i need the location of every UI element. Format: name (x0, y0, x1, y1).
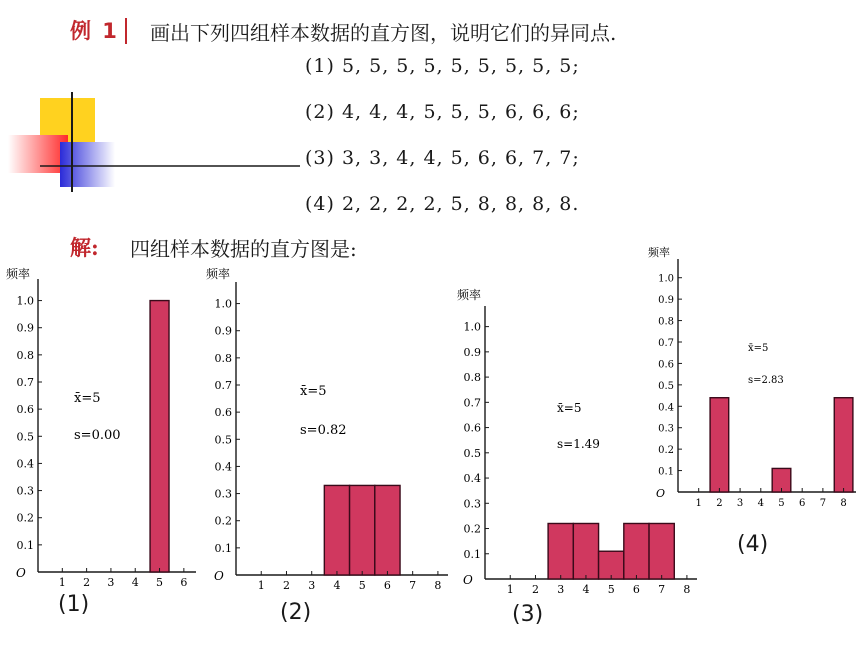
y-tick-label: 0.4 (658, 402, 674, 414)
deco-red-gradient (8, 135, 68, 173)
histogram-bar (649, 523, 674, 579)
x-tick-label: 6 (383, 579, 391, 592)
y-tick-label: 0.1 (214, 541, 232, 555)
histogram-bar (573, 523, 598, 579)
origin-label: O (16, 566, 26, 580)
y-tick-label: 0.5 (214, 433, 232, 447)
x-tick-label: 7 (409, 579, 417, 592)
y-tick-label: 0.1 (463, 547, 481, 561)
histogram-bar (375, 485, 400, 575)
y-tick-label: 0.7 (463, 396, 481, 410)
y-tick-label: 0.9 (658, 295, 674, 307)
x-tick-label: 5 (607, 583, 615, 596)
y-tick-label: 0.2 (214, 514, 232, 528)
y-tick-label: 0.8 (463, 371, 481, 385)
x-tick-label: 5 (358, 579, 366, 592)
y-tick-label: 0.9 (16, 321, 34, 335)
histogram-bar (710, 398, 729, 492)
x-tick-label: 7 (658, 583, 666, 596)
y-tick-label: 0.3 (214, 487, 232, 501)
x-tick-label: 2 (282, 579, 290, 592)
y-tick-label: 0.5 (463, 446, 481, 460)
y-tick-label: 1.0 (16, 294, 34, 308)
x-tick-label: 3 (107, 576, 115, 589)
y-tick-label: 0.5 (16, 430, 34, 444)
example-label: 例 1 (70, 18, 127, 44)
y-tick-label: 0.6 (463, 421, 481, 435)
y-tick-label: 1.0 (463, 320, 481, 334)
x-tick-label: 4 (333, 579, 341, 592)
y-axis-label: 频率 (206, 267, 231, 281)
dataset-4: (4) 2, 2, 2, 2, 5, 8, 8, 8, 8. (305, 193, 580, 215)
histogram-bar (599, 551, 624, 579)
x-tick-label: 2 (716, 498, 723, 509)
y-tick-label: 0.1 (16, 538, 34, 552)
y-tick-label: 0.3 (16, 484, 34, 498)
x-tick-label: 2 (531, 583, 539, 596)
problem-statement: 画出下列四组样本数据的直方图，说明它们的异同点. (150, 21, 617, 45)
x-tick-label: 7 (819, 498, 827, 509)
solution-text: 四组样本数据的直方图是: (130, 237, 357, 261)
histogram-bar (350, 485, 375, 575)
y-tick-label: 0.8 (16, 348, 34, 362)
histogram-bar (150, 301, 169, 572)
x-tick-label: 3 (736, 498, 744, 509)
mean-label: x̄=5 (74, 391, 101, 406)
y-tick-label: 0.1 (658, 466, 674, 478)
dataset-2: (2) 4, 4, 4, 5, 5, 5, 6, 6, 6; (305, 101, 580, 123)
dataset-3: (3) 3, 3, 4, 4, 5, 6, 6, 7, 7; (305, 147, 580, 169)
dataset-1: (1) 5, 5, 5, 5, 5, 5, 5, 5, 5; (305, 55, 580, 77)
x-tick-label: 3 (308, 579, 316, 592)
sd-label: s=2.83 (748, 375, 784, 386)
y-tick-label: 0.8 (658, 316, 674, 328)
origin-label: O (656, 487, 666, 500)
x-tick-label: 6 (798, 498, 806, 509)
x-tick-label: 5 (778, 498, 785, 509)
y-axis-label: 频率 (457, 288, 482, 302)
y-tick-label: 1.0 (658, 273, 674, 285)
caption-4: (4) (737, 532, 769, 557)
y-tick-label: 0.5 (658, 380, 674, 392)
y-tick-label: 0.9 (214, 324, 232, 338)
x-tick-label: 1 (257, 579, 265, 592)
y-tick-label: 0.4 (214, 460, 232, 474)
sd-label: s=0.00 (74, 428, 121, 443)
caption-3: (3) (512, 602, 544, 627)
y-tick-label: 0.6 (658, 359, 674, 371)
origin-label: O (463, 573, 473, 587)
y-tick-label: 0.3 (463, 497, 481, 511)
histogram-bar (324, 485, 349, 575)
caption-2: (2) (280, 600, 312, 625)
y-axis-label: 频率 (6, 267, 31, 281)
y-tick-label: 0.4 (463, 472, 481, 486)
mean-label: x̄=5 (557, 401, 582, 415)
y-tick-label: 0.7 (658, 338, 674, 349)
sd-label: s=0.82 (300, 423, 347, 438)
y-tick-label: 1.0 (214, 297, 232, 311)
y-tick-label: 0.9 (463, 345, 481, 359)
x-tick-label: 8 (434, 579, 442, 592)
x-tick-label: 6 (180, 576, 188, 589)
x-tick-label: 5 (156, 576, 164, 589)
histogram-4 (640, 240, 860, 515)
x-tick-label: 4 (582, 583, 590, 596)
x-tick-label: 2 (83, 576, 91, 589)
histogram-bar (624, 523, 649, 579)
deco-blue-gradient (60, 142, 115, 187)
y-tick-label: 0.2 (658, 445, 674, 457)
y-tick-label: 0.8 (214, 351, 232, 365)
y-tick-label: 0.7 (214, 379, 232, 392)
origin-label: O (214, 569, 224, 583)
mean-label: x̄=5 (748, 343, 769, 354)
histogram-1 (0, 262, 200, 592)
y-tick-label: 0.7 (16, 376, 34, 389)
y-axis-label: 频率 (648, 246, 670, 259)
x-tick-label: 8 (840, 498, 847, 509)
x-tick-label: 1 (506, 583, 514, 596)
y-tick-label: 0.4 (16, 457, 34, 471)
solution-label: 解: (70, 235, 99, 260)
x-tick-label: 3 (557, 583, 565, 596)
mean-label: x̄=5 (300, 384, 327, 399)
histogram-bar (548, 523, 573, 579)
histogram-bar (834, 398, 853, 492)
x-tick-label: 4 (757, 498, 764, 509)
x-tick-label: 4 (131, 576, 139, 589)
x-tick-label: 1 (695, 498, 702, 509)
x-tick-label: 6 (632, 583, 640, 596)
decorative-corner-graphic (0, 90, 310, 200)
x-tick-label: 1 (58, 576, 66, 589)
y-tick-label: 0.6 (16, 403, 34, 417)
histogram-2 (198, 262, 458, 602)
y-tick-label: 0.6 (214, 406, 232, 420)
x-tick-label: 8 (683, 583, 691, 596)
y-tick-label: 0.3 (658, 423, 674, 435)
caption-1: (1) (58, 592, 90, 617)
y-tick-label: 0.2 (463, 522, 481, 536)
sd-label: s=1.49 (557, 437, 600, 451)
y-tick-label: 0.2 (16, 511, 34, 525)
